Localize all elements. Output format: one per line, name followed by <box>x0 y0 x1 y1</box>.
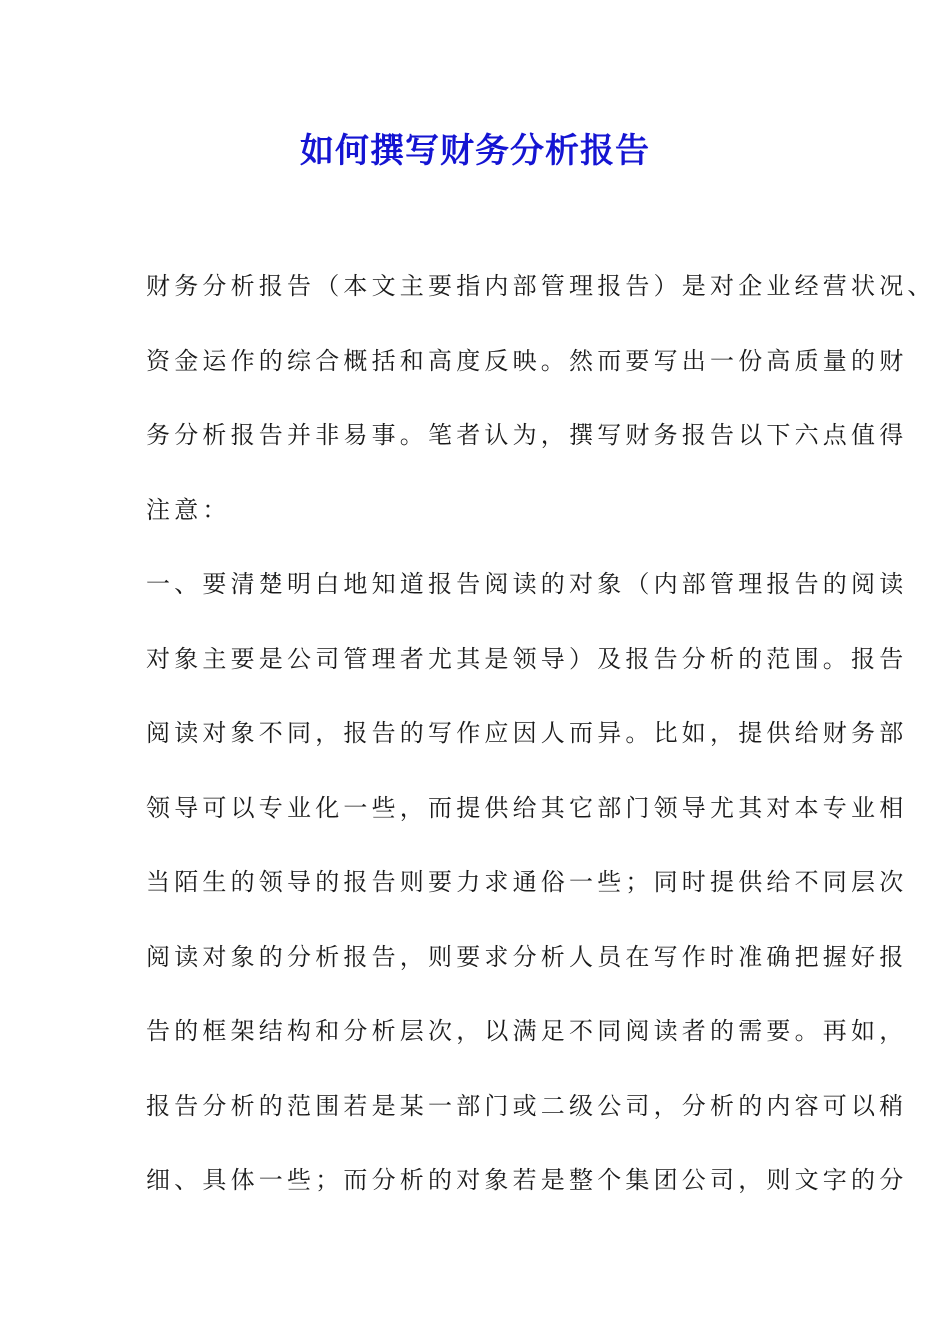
body-line-11: 告的框架结构和分析层次，以满足不同阅读者的需要。再如， <box>146 1017 908 1045</box>
body-line-4: 注意： <box>146 496 231 524</box>
body-line-2: 资金运作的综合概括和高度反映。然而要写出一份高质量的财 <box>146 347 908 375</box>
body-line-1: 财务分析报告（本文主要指内部管理报告）是对企业经营状况、 <box>146 272 936 300</box>
body-line-13: 细、具体一些；而分析的对象若是整个集团公司，则文字的分 <box>146 1166 908 1194</box>
body-line-3: 务分析报告并非易事。笔者认为，撰写财务报告以下六点值得 <box>146 421 908 449</box>
body-line-10: 阅读对象的分析报告，则要求分析人员在写作时准确把握好报 <box>146 943 908 971</box>
body-line-6: 对象主要是公司管理者尤其是领导）及报告分析的范围。报告 <box>146 645 908 673</box>
document-title: 如何撰写财务分析报告 <box>300 131 650 171</box>
body-line-12: 报告分析的范围若是某一部门或二级公司，分析的内容可以稍 <box>146 1092 908 1120</box>
body-line-7: 阅读对象不同，报告的写作应因人而异。比如，提供给财务部 <box>146 719 908 747</box>
body-line-8: 领导可以专业化一些，而提供给其它部门领导尤其对本专业相 <box>146 794 908 822</box>
body-line-5: 一、要清楚明白地知道报告阅读的对象（内部管理报告的阅读 <box>146 570 908 598</box>
body-line-9: 当陌生的领导的报告则要力求通俗一些；同时提供给不同层次 <box>146 868 908 896</box>
